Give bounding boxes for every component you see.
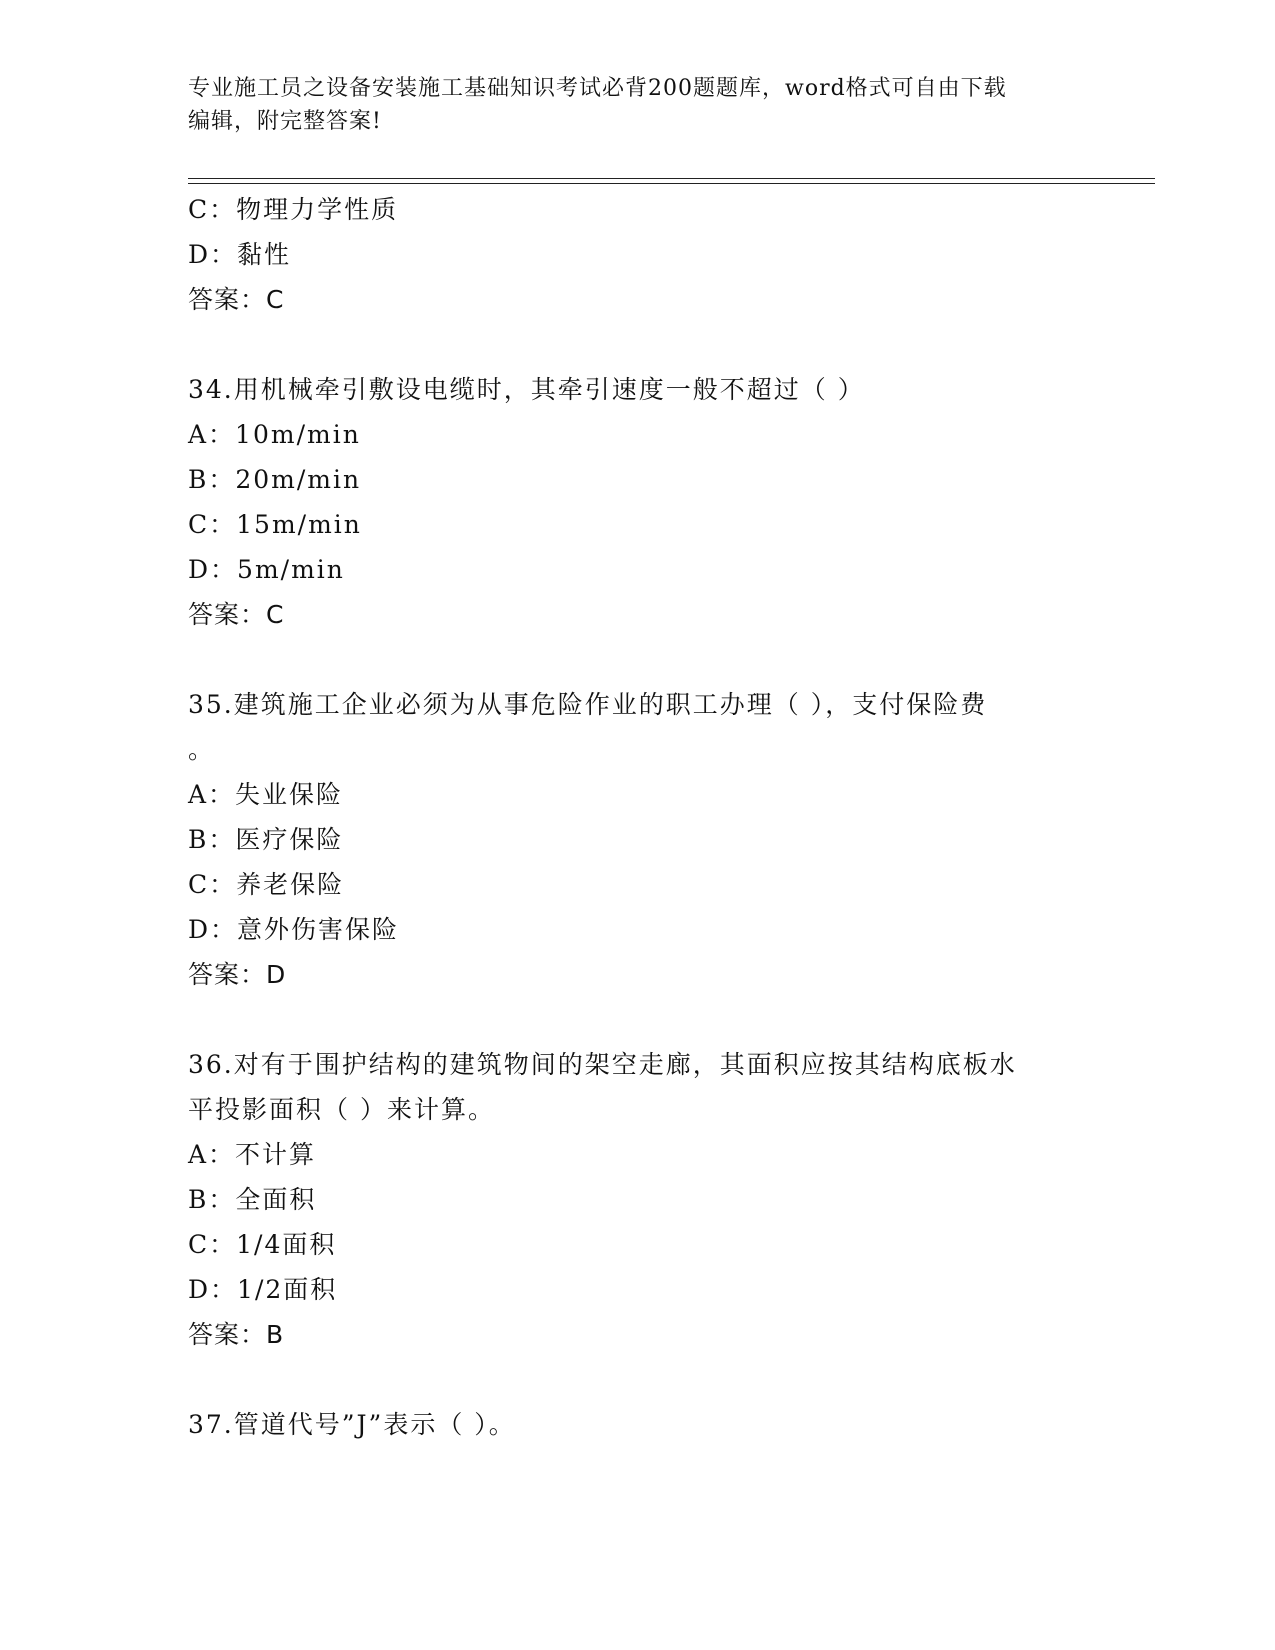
q35-question-line-2: 。	[188, 735, 216, 764]
q36-question-line-2: 平投影面积（ ）来计算。	[188, 1095, 495, 1124]
q34-option-c: C：15m/min	[188, 510, 362, 539]
q35-option-a: A：失业保险	[188, 780, 344, 809]
q36-question-line-1: 36.对有于围护结构的建筑物间的架空走廊，其面积应按其结构底板水	[188, 1050, 1017, 1079]
q34-option-d: D：5m/min	[188, 555, 345, 584]
header-line-1: 专业施工员之设备安装施工基础知识考试必背200题题库，word格式可自由下载	[188, 76, 1007, 101]
q35-option-c: C：养老保险	[188, 870, 345, 899]
q35-option-d: D：意外伤害保险	[188, 915, 400, 944]
q35-question-line-1: 35.建筑施工企业必须为从事危险作业的职工办理（ ），支付保险费	[188, 690, 988, 719]
document-header	[188, 72, 1068, 138]
q35-answer: 答案：D	[188, 960, 287, 989]
q34-option-b: B：20m/min	[188, 465, 362, 494]
q34-question: 34.用机械牵引敷设电缆时，其牵引速度一般不超过（ ）	[188, 375, 865, 404]
q35-option-b: B：医疗保险	[188, 825, 344, 854]
q33-answer: 答案：C	[188, 285, 285, 314]
q36-option-a: A：不计算	[188, 1140, 317, 1169]
q36-option-c: C：1/4面积	[188, 1230, 337, 1259]
q34-answer: 答案：C	[188, 600, 285, 629]
q36-option-d: D：1/2面积	[188, 1275, 338, 1304]
q37-question: 37.管道代号”J”表示（ ）。	[188, 1410, 516, 1439]
q33-option-c: C：物理力学性质	[188, 195, 399, 224]
header-divider-top	[188, 178, 1155, 179]
q36-answer: 答案：B	[188, 1320, 285, 1349]
header-divider-bottom	[188, 183, 1155, 184]
q36-option-b: B：全面积	[188, 1185, 317, 1214]
q34-option-a: A：10m/min	[188, 420, 361, 449]
q33-option-d: D：黏性	[188, 240, 292, 269]
header-line-2: 编辑，附完整答案!	[188, 109, 382, 134]
